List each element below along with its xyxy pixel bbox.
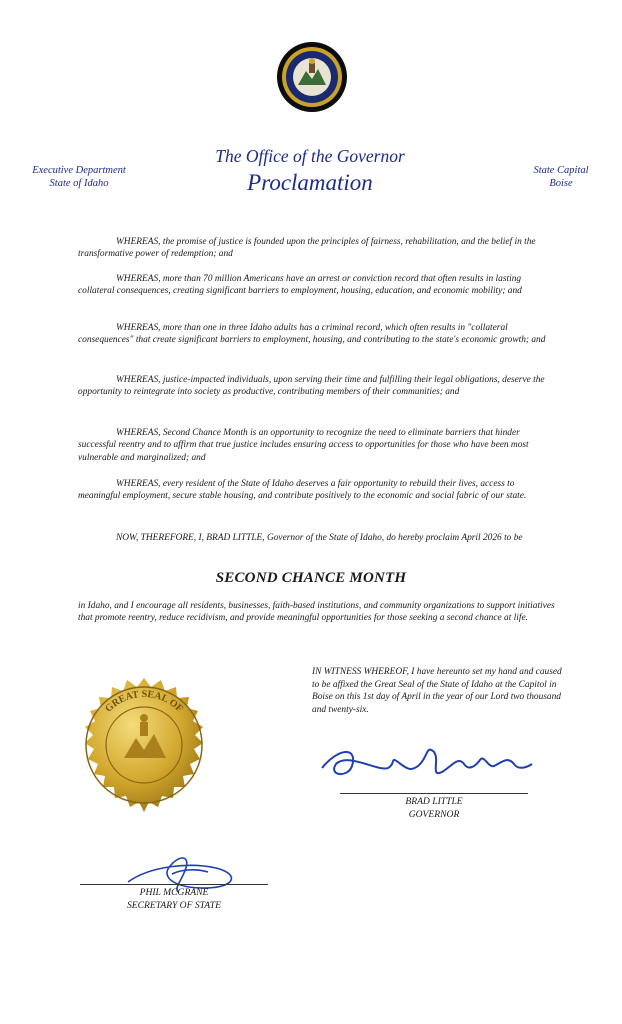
whereas-paragraph: WHEREAS, the promise of justice is founded upon the principles of fairness, rehabilitation, and the belief in the transformative power of redemption; and	[78, 237, 536, 260]
state-capital-heading	[518, 164, 604, 190]
secretary-title: SECRETARY OF STATE	[127, 899, 221, 911]
governor-signature	[318, 738, 538, 786]
secretary-signature-line	[80, 884, 268, 885]
closing-paragraph: in Idaho, and I encourage all residents, businesses, faith-based institutions, and community organizations to support initiatives that promote reentry, reduce recidivism, and provide meaningful opportunities for those seeking a second chance at life.	[78, 601, 555, 624]
governor-title: GOVERNOR	[408, 808, 460, 820]
secretary-name: PHIL MCGRANE	[139, 887, 209, 898]
executive-department-label: Executive Department	[32, 165, 126, 176]
governor-name: BRAD LITTLE	[405, 796, 463, 807]
governor-signature-line	[340, 793, 528, 794]
whereas-paragraph: WHEREAS, justice-impacted individuals, upon serving their time and fulfilling their legal obligations, deserve the opportunity to reintegrate into society as productive, contributing members of their communities; and	[78, 375, 545, 398]
idaho-state-seal-icon	[276, 41, 348, 113]
great-seal-of-idaho-icon	[66, 666, 222, 824]
state-capital-label: State Capital	[533, 165, 589, 176]
office-title: The Office of the Governor	[215, 146, 405, 166]
proclaim-paragraph: NOW, THEREFORE, I, BRAD LITTLE, Governor of the State of Idaho, do hereby proclaim April 2026 to be	[116, 533, 523, 543]
executive-department-heading	[20, 164, 138, 190]
whereas-paragraph: WHEREAS, more than 70 million Americans have an arrest or conviction record that often results in lasting collateral consequences, creating significant barriers to employment, housing, education, and economic mobility; and	[78, 274, 522, 297]
state-label: State of Idaho	[49, 178, 109, 189]
whereas-paragraph: WHEREAS, more than one in three Idaho adults has a criminal record, which often results in "collateral consequences" that create significant barriers to employment, housing, and contributing to the state's economic growth; and	[78, 323, 546, 346]
city-label: Boise	[549, 178, 573, 189]
governor-block	[340, 796, 528, 821]
secretary-of-state-block	[80, 887, 268, 912]
whereas-paragraph: WHEREAS, every resident of the State of Idaho deserves a fair opportunity to rebuild their lives, access to meaningful employment, secure stable housing, and contribute positively to the economic and social fabric of our state.	[78, 479, 527, 502]
proclamation-title: Proclamation	[247, 170, 373, 195]
whereas-paragraph: WHEREAS, Second Chance Month is an opportunity to recognize the need to eliminate barriers that hinder successful reentry and to affirm that true justice includes ensuring access to opportunities for those who have been most vulnerable and marginalized; and	[78, 428, 529, 463]
proclamation-heading: SECOND CHANCE MONTH	[215, 570, 407, 586]
seal-text-top: GREAT SEAL OF	[103, 688, 185, 715]
witness-paragraph: IN WITNESS WHEREOF, I have hereunto set my hand and caused to be affixed the Great Seal of the State of Idaho at the Capitol in Boise on this 1st day of April in the year of our Lord two thousand and twenty-six.	[312, 667, 562, 715]
